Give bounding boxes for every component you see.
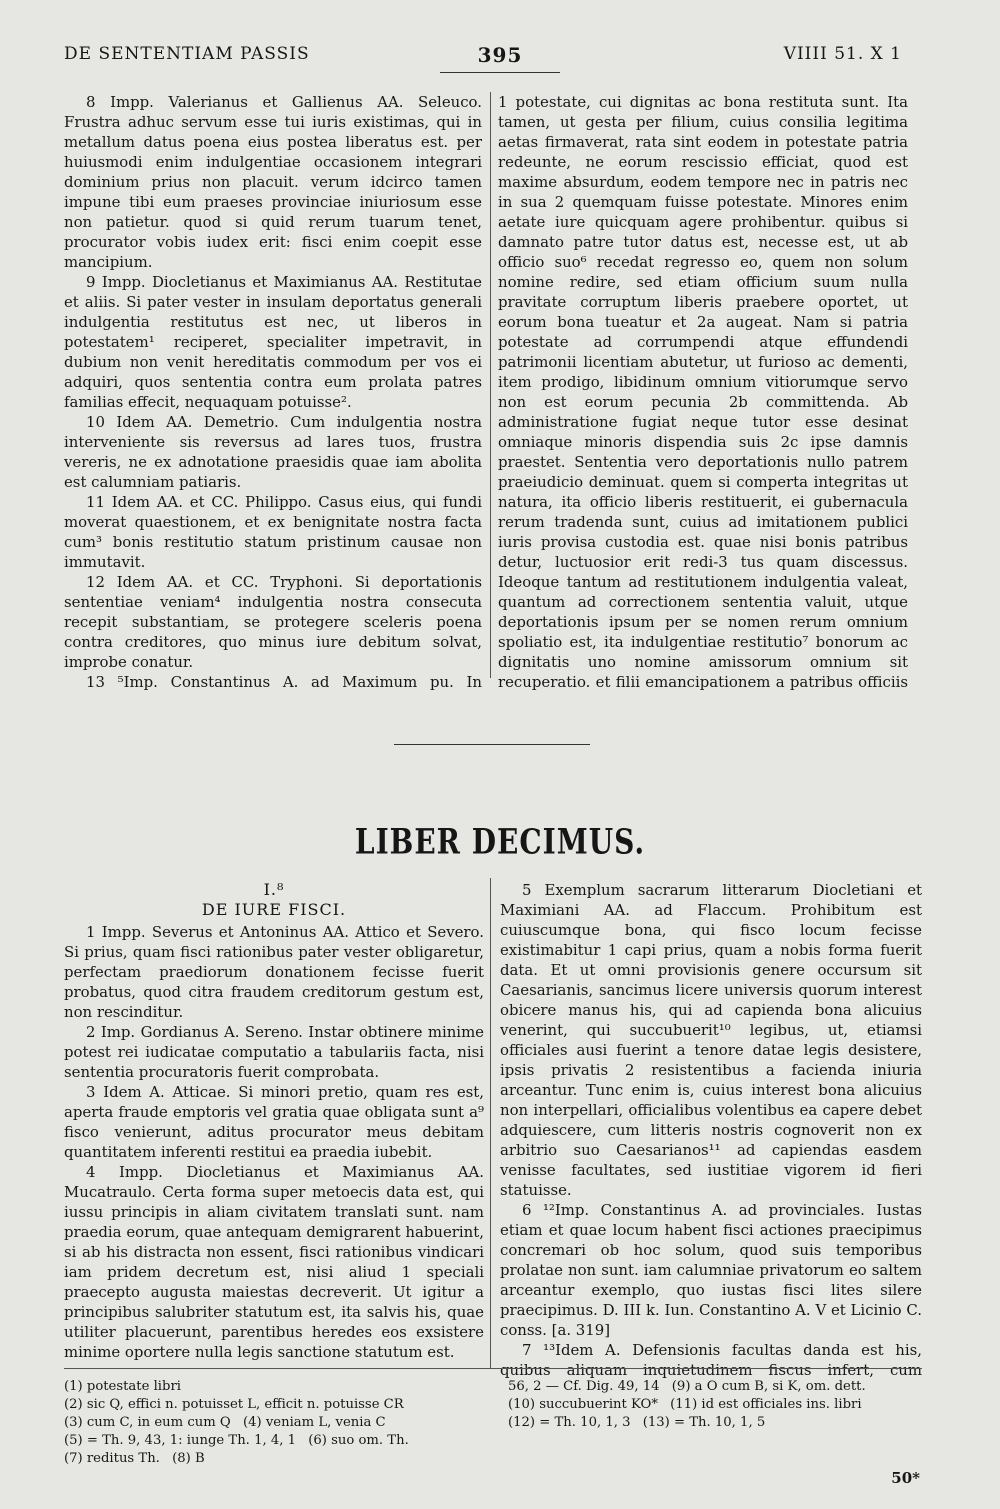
paragraph: 11 Idem AA. et CC. Philippo. Casus eius, qui fundi moverat quaestionem, et ex benignitate nostra facta cum³ bonis restitutio statum pristinum causae non immutavit. bbox=[64, 493, 482, 571]
footnote: (3) cum C, in eum cum Q bbox=[64, 1415, 231, 1430]
footnote: (13) = Th. 10, 1, 5 bbox=[642, 1415, 766, 1430]
paragraph: 8 Impp. Valerianus et Gallienus AA. Seleuco. Frustra adhuc servum esse tui iuris existimas, qui in metallum datus poena eius postea liberatus est. per huiusmodi enim indulgentiae occasionem integrari dominium prius non placuit. verum idcirco tamen impune tibi eum praeses provinciae iniuriosum esse non patietur. quod si quid rerum tuarum tenet, procurator vobis iudex erit: fisci enim coepit esse mancipium. bbox=[64, 93, 482, 271]
footnote: (2) sic Q, effici n. potuisset L, efficit n. potuisse CR bbox=[64, 1397, 404, 1412]
section-title: DE IURE FISCI. bbox=[201, 900, 347, 919]
footnote: (12) = Th. 10, 1, 3 bbox=[508, 1415, 631, 1430]
paragraph: 2 Imp. Gordianus A. Sereno. Instar obtinere minime potest rei iudicatae computatio a tabulariis facta, nisi sententia procuratoris fuerit comprobata. bbox=[64, 1023, 484, 1081]
footnotes-right bbox=[508, 1378, 922, 1432]
footnote: (11) id est officiales ins. libri bbox=[670, 1397, 862, 1412]
footnote-rule bbox=[64, 1368, 922, 1369]
paragraph: 5 Exemplum sacrarum litterarum Diocletiani et Maximiani AA. ad Flaccum. Prohibitum est cuiuscumque bona, qui fisco locum fecisse existimabitur 1 capi prius, quam a nobis forma fuerit data. Et ut omni provisionis genere occursum sit Caesarianis, sancimus licere universis quorum interest obicere manus his, qui ad capienda bona alicuius venerint, qui succubuerit¹⁰ legibus, ut, etiamsi officiales ausi fuerint a tenore datae legis desistere, ipsis privatis 2 resistentibus a facienda iniuria arceantur. Tunc enim is, cuius interest bona alicuius non interpellari, officialibus volentibus ea capere debet adquiescere, cum litteris nostris cognoverit non ex arbitrio suo Caesarianos¹¹ ad capiendas easdem venisse facultates, sed iustitiae vigorem id fieri statuisse. bbox=[500, 881, 922, 1199]
footnote: 56, 2 — Cf. Dig. 49, 14 bbox=[508, 1379, 660, 1394]
book-title: LIBER DECIMUS. bbox=[354, 820, 646, 863]
footnote: (7) reditus Th. bbox=[64, 1451, 160, 1466]
footnote: (4) veniam L, venia C bbox=[242, 1415, 386, 1430]
section-number: I.⁸ bbox=[263, 880, 285, 899]
paragraph: 7 ¹³Idem A. Defensionis facultas danda est his, quibus aliquam inquietudinem fiscus infert, cum bbox=[500, 1341, 922, 1379]
paragraph: 13 ⁵Imp. Constantinus A. ad Maximum pu. In bbox=[86, 673, 482, 691]
section-break-rule bbox=[394, 744, 590, 745]
column-right-bottom bbox=[500, 880, 922, 1380]
footnote: (1) potestate libri bbox=[64, 1379, 181, 1394]
page-number: 395 bbox=[477, 43, 523, 67]
footnote: (8) B bbox=[172, 1451, 205, 1466]
column-left-top bbox=[64, 92, 482, 692]
running-head-right: VIIII 51. X 1 bbox=[783, 44, 902, 64]
footnote: (5) = Th. 9, 43, 1: iunge Th. 1, 4, 1 bbox=[64, 1433, 297, 1448]
footnotes-left bbox=[64, 1378, 484, 1468]
column-right-top bbox=[498, 92, 908, 692]
footnote: (10) succubuerint KO* bbox=[508, 1397, 658, 1412]
printer-signature: 50* bbox=[891, 1469, 920, 1487]
paragraph: 10 Idem AA. Demetrio. Cum indulgentia nostra interveniente sis reversus ad lares tuos, frustra vereris, ne ex adnotatione praesidis quae iam abolita est calumniam patiaris. bbox=[64, 413, 482, 491]
footnote: (9) a O cum B, si K, om. dett. bbox=[671, 1379, 866, 1394]
running-head-left: DE SENTENTIAM PASSIS bbox=[64, 44, 310, 64]
paragraph: 12 Idem AA. et CC. Tryphoni. Si deportationis sententiae veniam⁴ indulgentia nostra consecuta recepit substantiam, se protegere sceleris poena contra creditores, quo minus iure debitum solvat, improbe conatur. bbox=[64, 573, 482, 671]
paragraph: 4 Impp. Diocletianus et Maximianus AA. Mucatraulo. Certa forma super metoecis data est, qui iussu principis in aliam civitatem translati sunt. nam praedia eorum, quae antequam demigrarent habuerint, si ab his distracta non essent, fisci rationibus vindicari iam pridem decretum est, nisi aliud 1 speciali praecepto augusta maiestas decreverit. Ut igitur a principibus salubriter statutum est, ita salvis his, quae utiliter placuerunt, parentibus heredes eos exsistere minime oportere nulla legis sanctione statutum est. bbox=[64, 1163, 484, 1361]
paragraph: 3 Idem A. Atticae. Si minori pretio, quam res est, aperta fraude emptoris vel gratia quae obligata sunt a⁹ fisco venierunt, aditus procurator meus debitam quantitatem inferenti restitui ea praedia iubebit. bbox=[64, 1083, 484, 1161]
paragraph: 9 Impp. Diocletianus et Maximianus AA. Restitutae et aliis. Si pater vester in insulam deportatus generali indulgentia restitutus est nec, ut liberos in potestatem¹ reciperet, specialiter impetravit, in dubium non venit hereditatis commodum per vos ei adquiri, quos sententia contra eum prolata patres familias effecit, nequaquam potuisse². bbox=[64, 273, 482, 411]
paragraph: 6 ¹²Imp. Constantinus A. ad provinciales. Iustas etiam et quae locum habent fisci actiones praecipimus concremari ob hoc solum, quod suis temporibus prolatae non sunt. iam calumniae privatorum eo saltem arceantur exemplo, quo iustas fisci lites silere praecipimus. D. III k. Iun. Constantino A. V et Licinio C. conss. [a. 319] bbox=[500, 1201, 922, 1339]
column-left-bottom bbox=[64, 922, 484, 1372]
footnote: (6) suo om. Th. bbox=[308, 1433, 409, 1448]
column-divider bbox=[490, 878, 491, 1368]
paragraph: 1 potestate, cui dignitas ac bona restituta sunt. Ita tamen, ut gesta per filium, cuius consilia legitima aetas firmaverat, rata sint eodem in potestate patria redeunte, ne eorum rescissio efficiat, quod est maxime absurdum, eodem tempore nec in patris nec in sua 2 quemquam fuisse potestate. Minores enim aetate iure quicquam agere prohibentur. quibus si damnato patre tutor datus est, necesse est, ut ab officio suo⁶ recedat regresso eo, quem non solum nomine redire, sed etiam officium suum nulla pravitate corruptum liberis praebere oportet, ut eorum bona tueatur et 2a augeat. Nam si patria potestate ad corrumpendi atque effundendi patrimonii licentiam abutetur, ut furioso ac dementi, item prodigo, libidinum omnium vitiorumque servo non est eorum pecunia 2b committenda. Ab administratione fugiat neque tutor esse desinat omniaque minoris dispendia suis 2c ipse damnis praestet. Sententia vero deportationis nullo patrem praeiudicio deminuat. quem si comperta integritas ut natura, ita officio liberis restituerit, ei gubernacula rerum tradenda sunt, cuius ad imitationem publici iuris provisa custodia est. quae nisi bonis patribus detur, luctuosior erit redi-3 tus quam discessus. Ideoque tantum ad restitutionem indulgentia valeat, quantum ad correctionem sententia valuit, utque deportationis ipsum per se nomen rerum omnium spoliatio est, ita indulgentiae restitutio⁷ bonorum ac dignitatis uno nomine amissorum omnium sit recuperatio. et filii emancipationem a patribus officiis bbox=[498, 93, 908, 691]
column-divider bbox=[490, 92, 491, 678]
page-number-rule bbox=[440, 72, 560, 73]
paragraph: 1 Impp. Severus et Antoninus AA. Attico et Severo. Si prius, quam fisci rationibus pater vester obligaretur, perfectam praediorum donationem fecisse fuerit probatus, quod citra fraudem creditorum gestum est, non rescinditur. bbox=[64, 923, 484, 1021]
